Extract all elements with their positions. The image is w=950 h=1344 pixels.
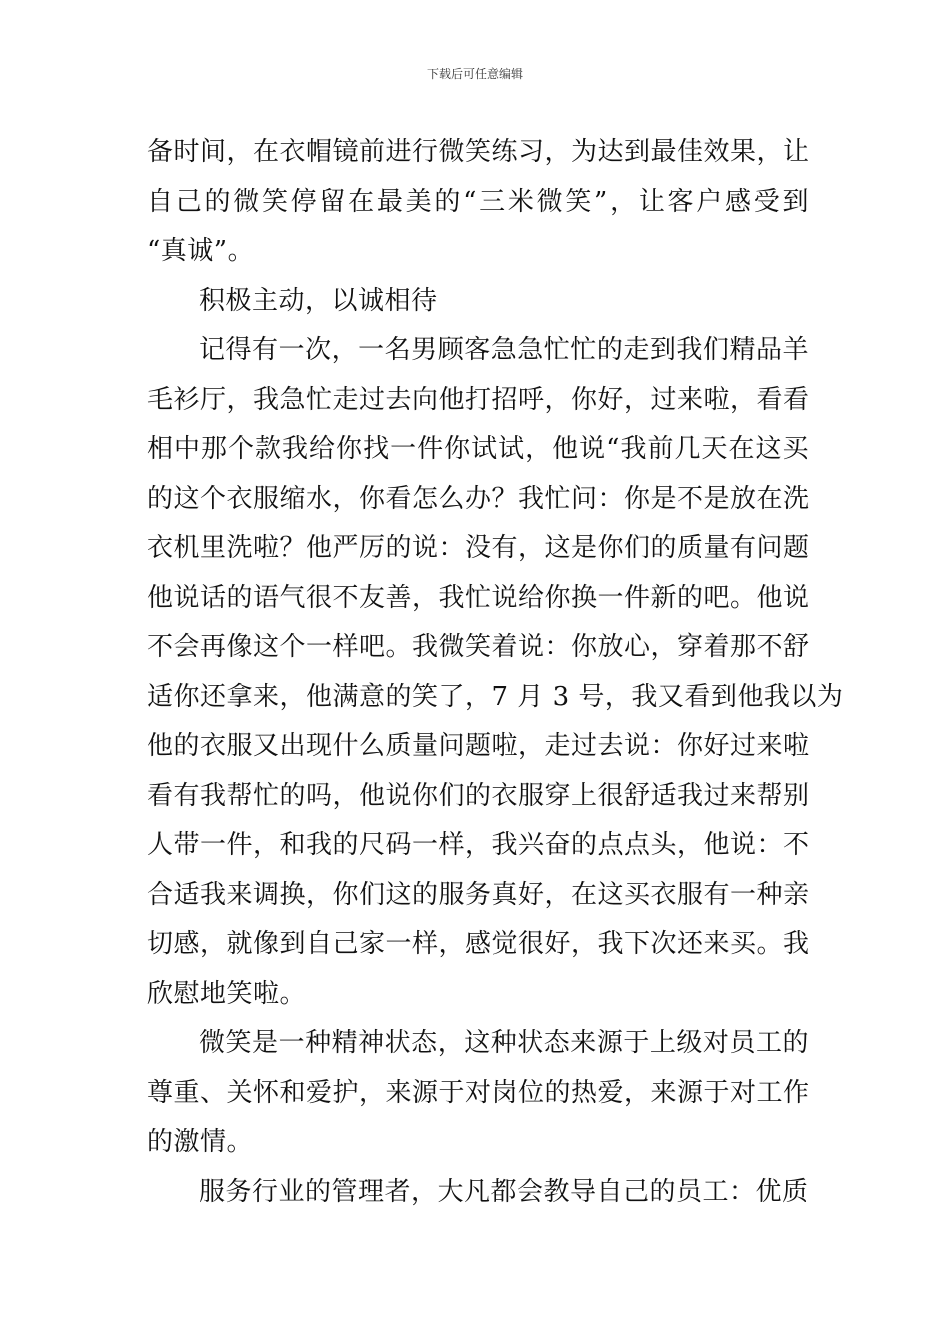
document-body	[147, 128, 844, 1217]
text-line: “真诚”。	[147, 236, 255, 266]
paragraph	[147, 1168, 809, 1218]
text-line: 合适我来调换，你们这的服务真好，在这买衣服有一种亲	[147, 879, 810, 910]
paragraph	[147, 1019, 809, 1168]
text-line: 积极主动，以诚相待	[199, 285, 438, 316]
text-line: 衣机里洗啦？他严厉的说：没有，这是你们的质量有问题	[147, 533, 810, 563]
text-line: 欣慰地笑啦。	[147, 978, 307, 1009]
text-line: 微笑是一种精神状态，这种状态来源于上级对员工的	[199, 1028, 809, 1058]
text-line: 切感，就像到自己家一样，感觉很好，我下次还来买。我	[147, 929, 810, 959]
text-line: 他的衣服又出现什么质量问题啦，走过去说：你好过来啦	[147, 731, 810, 761]
text-line: 人带一件，和我的尺码一样，我兴奋的点点头，他说：不	[147, 830, 810, 860]
text-line: 自己的微笑停留在最美的“三米微笑”，让客户感受到	[147, 186, 809, 217]
text-line: 备时间，在衣帽镜前进行微笑练习，为达到最佳效果，让	[147, 137, 810, 167]
paragraph	[147, 128, 809, 277]
text-line: 看有我帮忙的吗，他说你们的衣服穿上很舒适我过来帮别	[147, 780, 810, 811]
text-line: 的激情。	[147, 1127, 254, 1157]
text-line: 相中那个款我给你找一件你试试，他说“我前几天在这买	[147, 434, 809, 464]
text-line: 他说话的语气很不友善，我忙说给你换一件新的吧。他说	[147, 582, 810, 613]
text-line: 毛衫厅，我急忙走过去向他打招呼，你好，过来啦，看看	[147, 384, 810, 415]
text-line: 的这个衣服缩水，你看怎么办？我忙问：你是不是放在洗	[147, 483, 810, 514]
text-line: 尊重、关怀和爱护，来源于对岗位的热爱，来源于对工作	[147, 1077, 810, 1108]
text-line: 适你还拿来，他满意的笑了，7 月 3 号，我又看到他我以为	[147, 681, 844, 712]
page-header-note: 下载后可任意编辑	[426, 67, 523, 81]
paragraph	[147, 277, 809, 327]
text-line: 不会再像这个一样吧。我微笑着说：你放心，穿着那不舒	[147, 632, 810, 662]
text-line: 服务行业的管理者，大凡都会教导自己的员工：优质	[199, 1176, 809, 1207]
paragraph	[147, 326, 844, 1019]
text-line: 记得有一次，一名男顾客急急忙忙的走到我们精品羊	[199, 335, 809, 365]
